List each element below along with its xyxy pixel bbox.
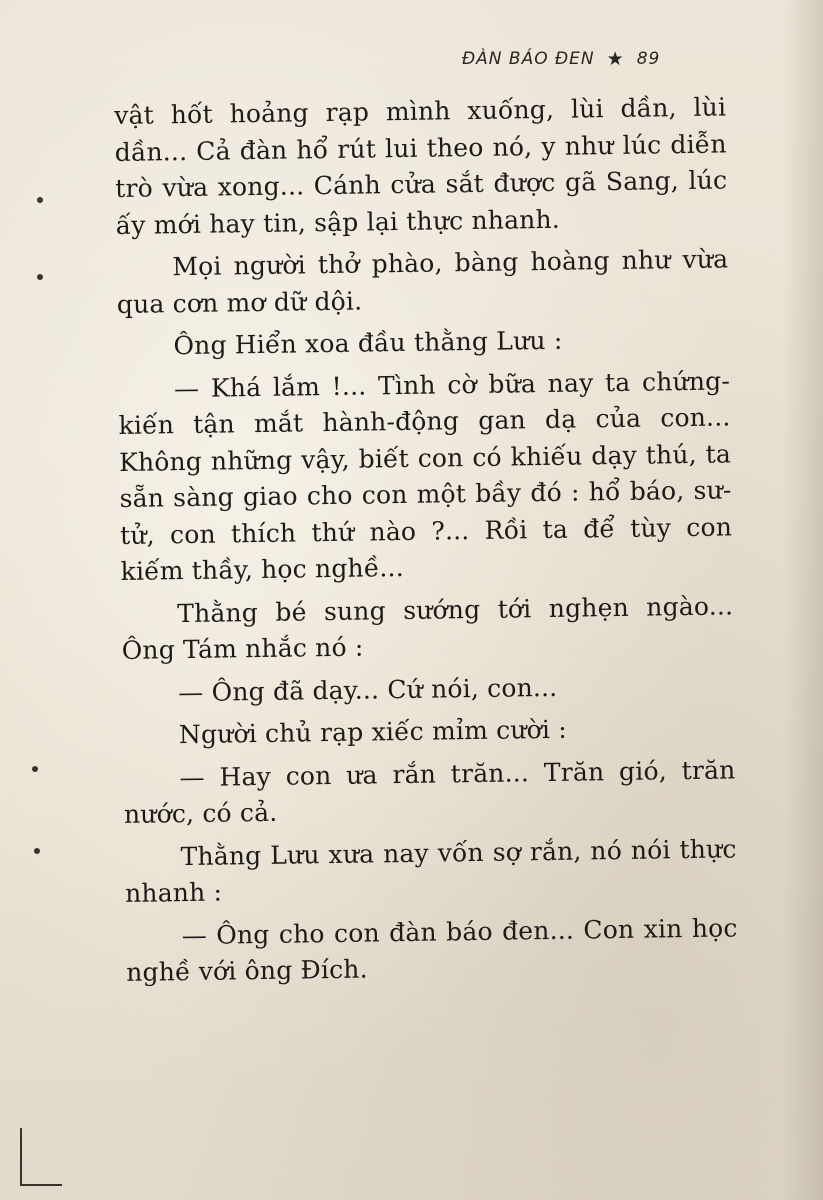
- paragraph-6: — Ông đã dạy... Cứ nói, con...: [178, 672, 558, 707]
- running-header: [462, 48, 660, 70]
- body-text: [114, 89, 738, 997]
- paragraph-1: vật hốt hoảng rạp mình xuống, lùi dần, lùi dần... Cả đàn hổ rút lui theo nó, y như lúc diễn trò vừa xong... Cánh cửa sắt được gã Sang, lúc ấy mới hay tin, sập lại thực nhanh.: [114, 92, 728, 240]
- margin-dot-3: [32, 766, 38, 772]
- page-number: 89: [636, 49, 661, 69]
- margin-dot-1: [37, 197, 43, 203]
- paragraph-8: — Hay con ưa rắn trăn... Trăn gió, trăn nước, có cả.: [123, 754, 736, 829]
- paragraph-4: — Khá lắm !... Tình cờ bữa nay ta chứng-kiến tận mắt hành-động gan dạ của con... Không những vậy, biết con có khiếu dạy thú, ta sẵn sàng giao cho con một bầy đó : hổ báo, sư-tử, con thích thứ nào ?... Rồi ta để tùy con kiếm thầy, học nghề...: [118, 365, 733, 586]
- paragraph-10: — Ông cho con đàn báo đen... Con xin học nghề với ông Đích.: [126, 912, 738, 987]
- corner-mark-horizontal: [20, 1184, 62, 1186]
- margin-dot-4: [34, 848, 40, 854]
- paragraph-5: Thằng bé sung sướng tới nghẹn ngào... Ông Tám nhắc nó :: [121, 590, 734, 665]
- paragraph-9: Thằng Lưu xưa nay vốn sợ rắn, nó nói thực nhanh :: [124, 833, 737, 908]
- paragraph-3: Ông Hiển xoa đầu thằng Lưu :: [173, 325, 563, 361]
- paragraph-7: Người chủ rạp xiếc mỉm cười :: [178, 714, 568, 750]
- star-icon: ★: [606, 48, 625, 70]
- paragraph-2: Mọi người thở phào, bàng hoàng như vừa qua cơn mơ dữ dội.: [116, 244, 729, 319]
- header-title: ĐÀN BÁO ĐEN: [462, 49, 595, 69]
- page-edge-shadow: [783, 0, 823, 1200]
- corner-mark-vertical: [20, 1128, 22, 1186]
- margin-dot-2: [37, 274, 43, 280]
